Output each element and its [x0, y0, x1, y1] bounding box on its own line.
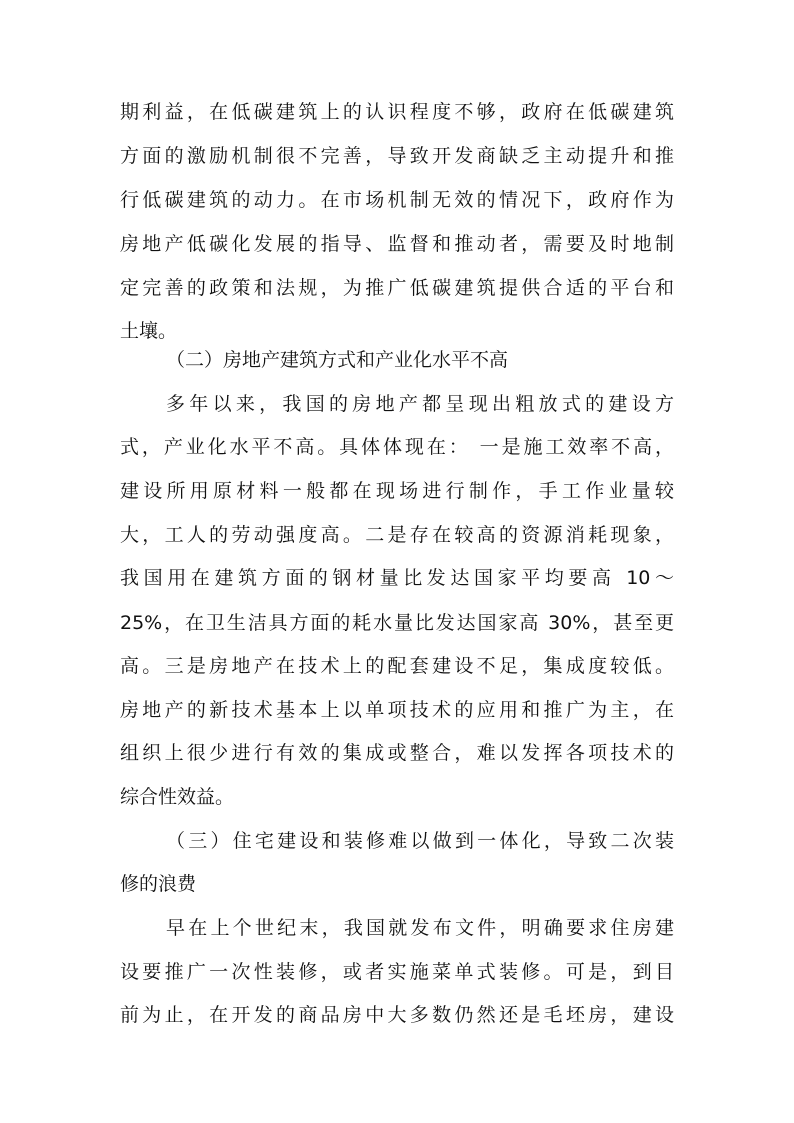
section-heading-2: （二）房地产建筑方式和产业化水平不高 [166, 349, 509, 371]
paragraph-line: 方面的激励机制很不完善，导致开发商缺乏主动提升和推 [120, 145, 674, 167]
paragraph-line: 组织上很少进行有效的集成或整合，难以发挥各项技术的 [120, 742, 674, 764]
paragraph-line: 房地产低碳化发展的指导、监督和推动者，需要及时地制 [120, 233, 674, 255]
paragraph-line: 我国用在建筑方面的钢材量比发达国家平均要高 10～ [120, 567, 674, 589]
paragraph-line: 行低碳建筑的动力。在市场机制无效的情况下，政府作为 [120, 189, 674, 211]
paragraph-line: 土壤。 [120, 320, 178, 342]
paragraph-line: 建设所用原材料一般都在现场进行制作，手工作业量较 [120, 480, 674, 502]
paragraph-line: 定完善的政策和法规，为推广低碳建筑提供合适的平台和 [120, 277, 674, 299]
section-heading-3-continued: 修的浪费 [120, 873, 197, 895]
paragraph-line: 综合性效益。 [120, 786, 235, 808]
paragraph-line: 高。三是房地产在技术上的配套建设不足，集成度较低。 [120, 655, 674, 677]
paragraph-line: 式，产业化水平不高。具体体现在： 一是施工效率不高， [120, 436, 674, 458]
paragraph-line: 25%，在卫生洁具方面的耗水量比发达国家高 30%，甚至更 [120, 612, 674, 634]
paragraph-line: 早在上个世纪末，我国就发布文件，明确要求住房建 [166, 917, 674, 939]
paragraph-line: 前为止，在开发的商品房中大多数仍然还是毛坯房，建设 [120, 1004, 674, 1026]
section-heading-3: （三）住宅建设和装修难以做到一体化，导致二次装 [166, 830, 674, 852]
paragraph-line: 房地产的新技术基本上以单项技术的应用和推广为主，在 [120, 699, 674, 721]
paragraph-line: 设要推广一次性装修，或者实施菜单式装修。可是，到目 [120, 961, 674, 983]
paragraph-line: 期利益，在低碳建筑上的认识程度不够，政府在低碳建筑 [120, 101, 674, 123]
paragraph-line: 多年以来，我国的房地产都呈现出粗放式的建设方 [166, 393, 674, 415]
paragraph-line: 大，工人的劳动强度高。二是存在较高的资源消耗现象， [120, 524, 674, 546]
